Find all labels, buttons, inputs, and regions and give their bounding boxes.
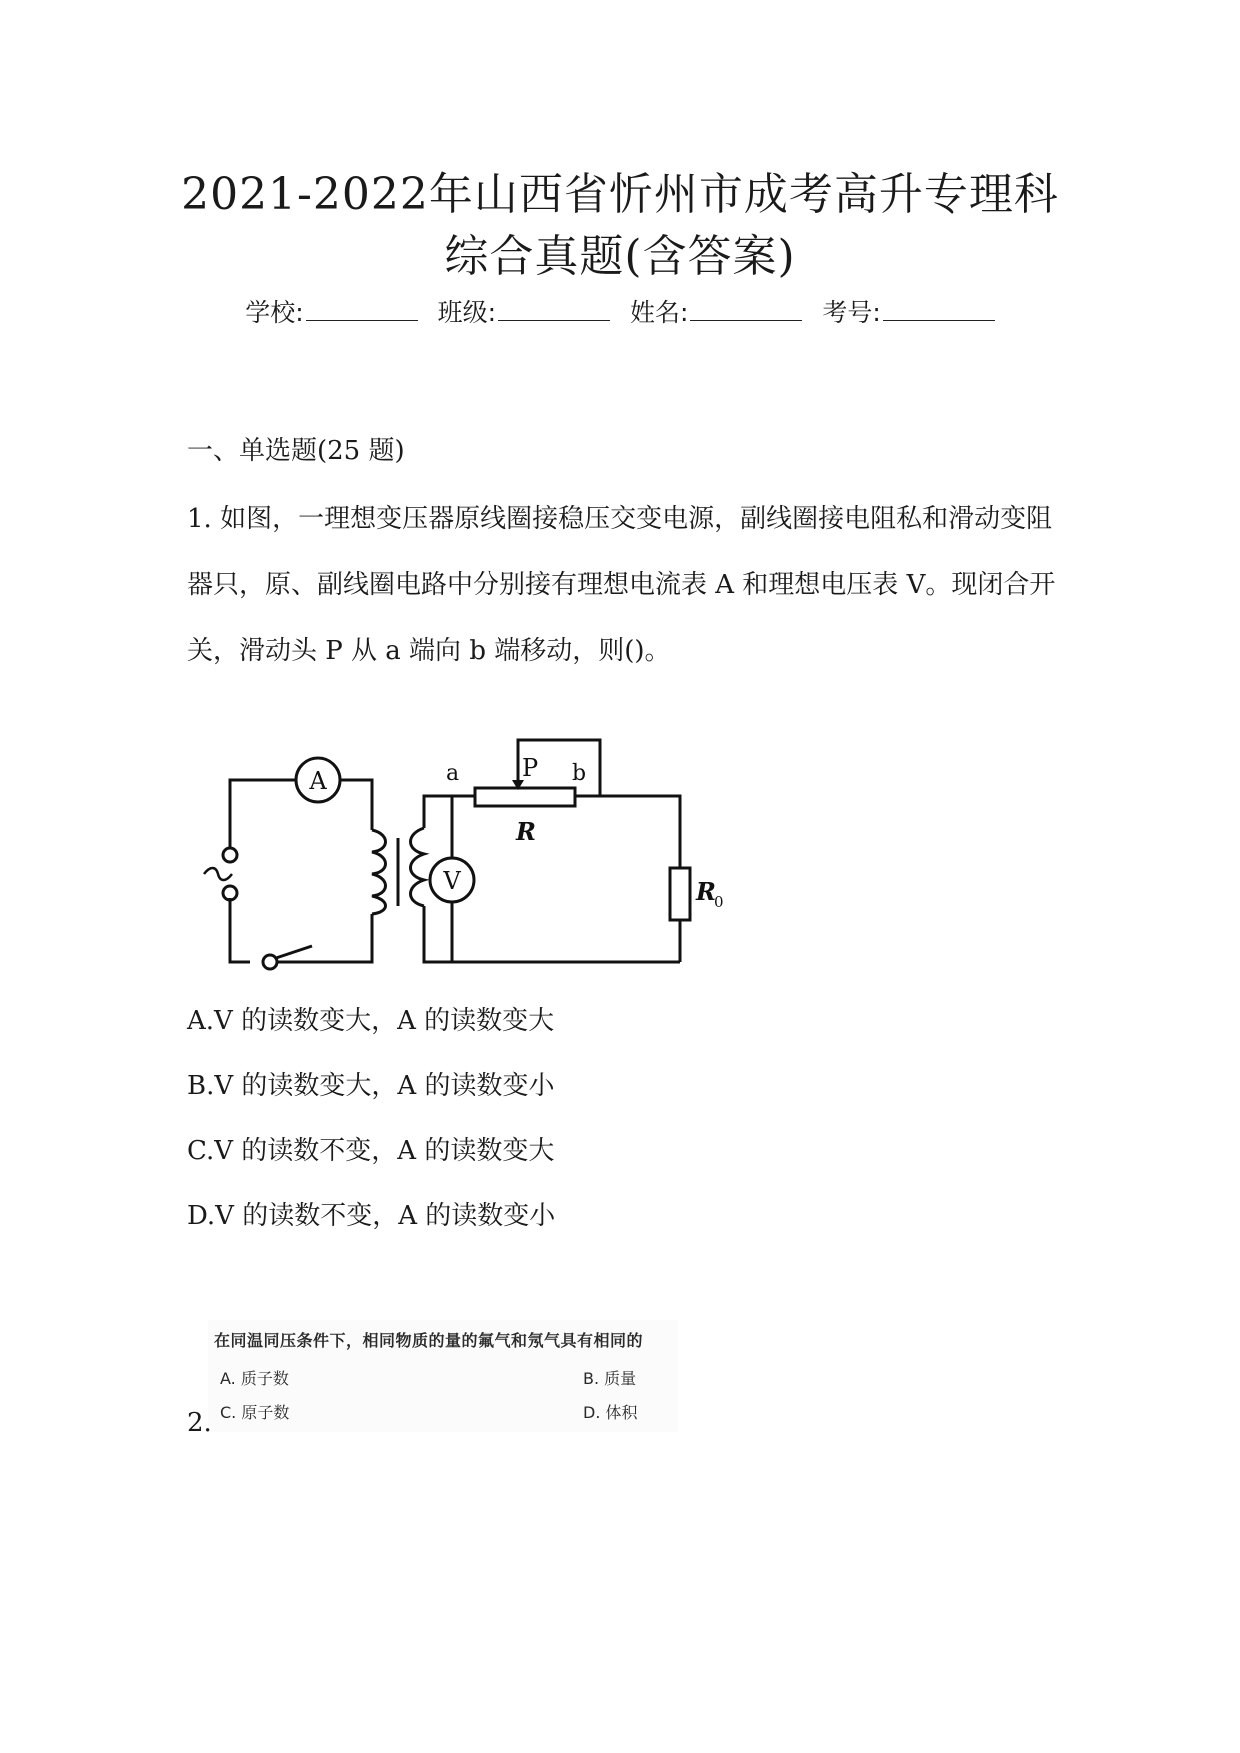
slider-p-label: P — [522, 754, 539, 782]
exam-number-label: 考号: — [822, 298, 881, 327]
q2-option-a: A. 质子数 — [220, 1369, 289, 1388]
exam-number-blank — [883, 300, 995, 321]
resistor-r0-label: R — [696, 877, 716, 906]
circuit-diagram — [200, 700, 730, 990]
question-2-number: 2. — [187, 1408, 212, 1438]
class-field — [438, 298, 610, 327]
voltmeter-label: V — [443, 867, 461, 895]
terminal-a-label: a — [446, 761, 460, 786]
class-blank — [498, 300, 610, 321]
question-2-image — [208, 1320, 678, 1432]
name-label: 姓名: — [629, 298, 689, 327]
q1-option-b: B.V 的读数变大，A 的读数变小 — [187, 1071, 555, 1101]
q1-option-d: D.V 的读数不变，A 的读数变小 — [187, 1201, 556, 1231]
school-blank — [306, 300, 418, 321]
ammeter-label: A — [309, 767, 327, 795]
rheostat-r-label: R — [516, 817, 536, 846]
document-title-line2: 综合真题(含答案) — [444, 231, 796, 282]
section-heading: 一、单选题(25 题) — [187, 436, 405, 466]
q1-option-a: A.V 的读数变大，A 的读数变大 — [187, 1006, 555, 1036]
exam-number-field — [822, 298, 994, 327]
name-field — [630, 298, 802, 327]
terminal-b-label: b — [572, 761, 587, 786]
q2-stem: 在同温同压条件下，相同物质的量的氟气和氖气具有相同的 — [214, 1331, 644, 1350]
school-label: 学校: — [245, 298, 304, 327]
q2-option-d: D. 体积 — [583, 1403, 638, 1422]
school-field — [245, 298, 417, 327]
q1-option-c: C.V 的读数不变，A 的读数变大 — [187, 1136, 555, 1166]
name-blank — [690, 300, 802, 321]
student-info-fields — [0, 293, 1240, 329]
class-label: 班级: — [437, 298, 497, 327]
question-1-text: 1. 如图，一理想变压器原线圈接稳压交变电源，副线圈接电阻私和滑动变阻器只，原、副线圈电路中分别接有理想电流表 A 和理想电压表 V。现闭合开关，滑动头 P 从 a 端向 b 端移动，则()。 — [187, 504, 1056, 666]
resistor-r0-subscript: 0 — [714, 893, 724, 911]
q2-option-c: C. 原子数 — [220, 1403, 290, 1422]
document-title-line1: 2021-2022年山西省忻州市成考高升专理科 — [181, 169, 1059, 220]
q2-option-b: B. 质量 — [583, 1369, 637, 1388]
